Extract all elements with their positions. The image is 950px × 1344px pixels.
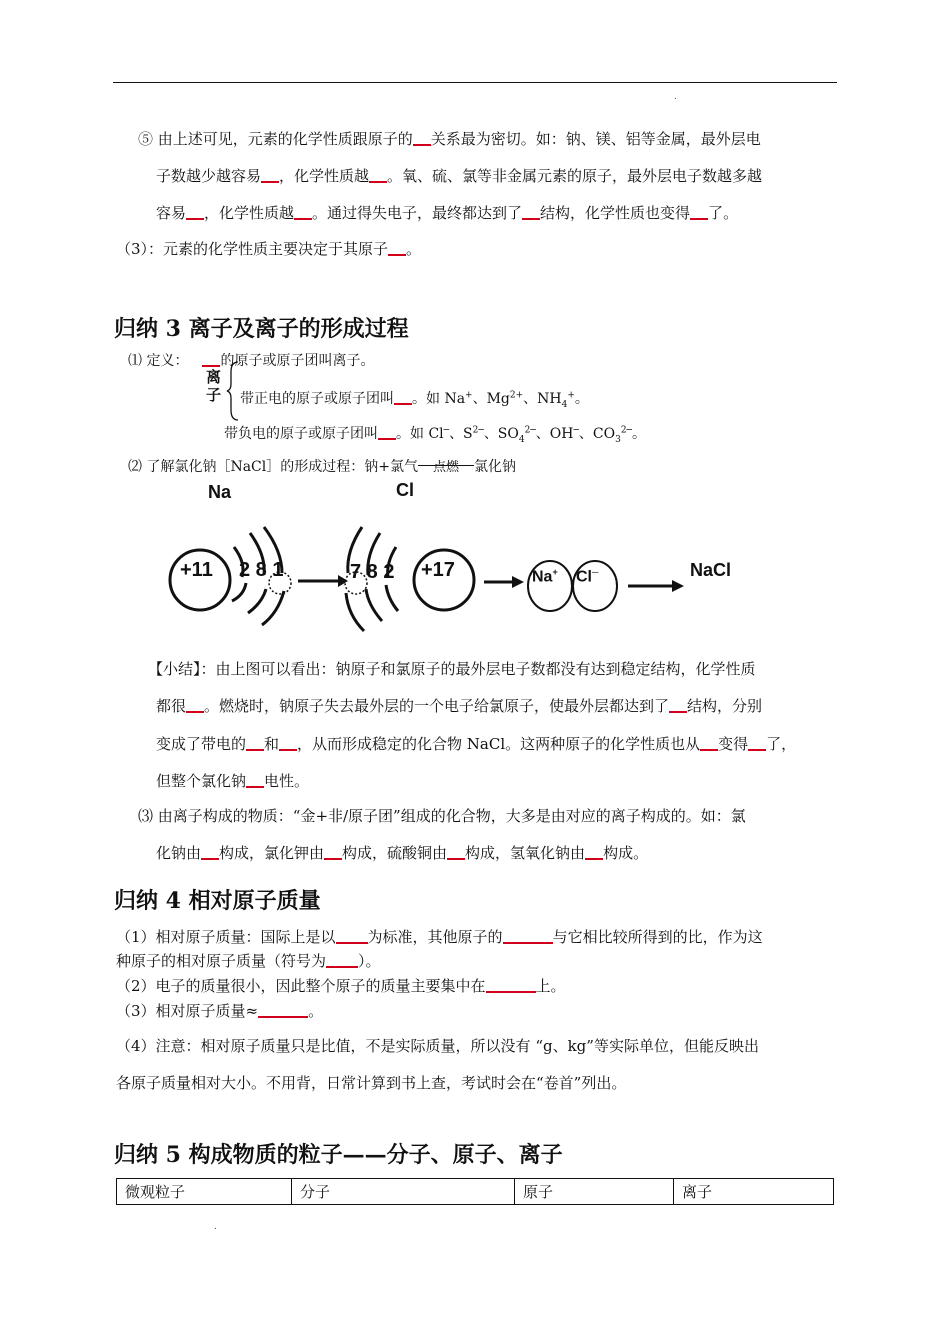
sec4-p4-line1: （4）注意：相对原子质量只是比值，不是实际质量，所以没有 “g、kg”等实际单位，但能反映出: [116, 1037, 759, 1055]
sec4-p1-line1: （1）相对原子质量：国际上是以 为标准，其他原子的 与它相比较所得到的比，作为这: [116, 928, 763, 946]
section4-title: 归纳 4 相对原子质量: [114, 888, 321, 914]
ion-brace-label: 离子: [206, 368, 222, 404]
positive-ion-line: 带正电的原子或原子团叫 。如 Na+、$Mg^{2+}$、$NH_4^+$。: [240, 390, 589, 410]
summary-line2: 都很 。燃烧时，钠原子失去最外层的一个电子给氯原子，使最外层都达到了 结构，分别: [156, 697, 763, 715]
negative-ion-line: 带负电的原子或原子团叫 。如 Cl─、$S^{2─}$、$SO_4^{2─}$、OH─、$CO_3^{2─}$。: [224, 425, 646, 445]
sec4-p4-line2: 各原子质量相对大小。不用背，日常计算到书上查，考试时会在“卷首”列出。: [116, 1074, 627, 1092]
cl-label: Cl: [396, 480, 414, 500]
table-header-cell: 微观粒子: [117, 1179, 292, 1205]
sec4-p1-line2: 种原子的相对原子质量（符号为 ）。: [116, 952, 381, 970]
cl-shells: 7 8 2: [350, 561, 395, 583]
table-header-cell: 原子: [515, 1179, 674, 1205]
definition-line: ⑴ 定义： 的原子或原子团叫离子。: [128, 353, 375, 369]
summary-line3: 变成了带电的 和 ，从而形成稳定的化合物 NaCl。这两种原子的化学性质也从 变得 了，: [156, 735, 797, 753]
cl-ion-label: Cl─: [576, 567, 599, 586]
cl-shell-arc: [366, 589, 382, 621]
particle-table: [116, 1178, 834, 1205]
product-label: NaCl: [690, 560, 732, 580]
para5-line1: ⑤ 由上述可见，元素的化学性质跟原子的 关系最为密切。如：钠、镁、铝等金属，最外层电: [138, 130, 761, 148]
na-shell-arc: [248, 589, 266, 613]
para5-line3: 容易 ，化学性质越 。通过得失电子，最终都达到了 结构，化学性质也变得 了。: [156, 204, 739, 222]
na-ion-label: Na+: [532, 567, 558, 586]
na-nucleus: +11: [180, 559, 213, 581]
cl-shell-arc: [386, 585, 398, 611]
sec4-p3: （3）相对原子质量≈ 。: [116, 1002, 324, 1020]
reaction-arrow: 点燃: [418, 456, 474, 475]
curly-brace-icon: [226, 360, 240, 422]
cl-shell-arc: [346, 593, 364, 631]
nacl-formation-line: ⑵ 了解氯化钠［NaCl］的形成过程：钠+氯气 点燃 氯化钠: [128, 456, 516, 476]
ionic-substance-line1: ⑶ 由离子构成的物质：“金+非/原子团”组成的化合物，大多是由对应的离子构成的。如：氯: [138, 807, 746, 825]
header-rule: [113, 82, 837, 83]
section3-title: 归纳 3 离子及离子的形成过程: [114, 316, 409, 342]
paragraph-mark: .: [214, 1222, 217, 1232]
na-shell-arc: [232, 583, 246, 601]
summary-line1: 【小结】：由上图可以看出：钠原子和氯原子的最外层电子数都没有达到稳定结构，化学性质: [148, 660, 756, 678]
para5-line2: 子数越少越容易 ，化学性质越 。氧、硫、氯等非金属元素的原子，最外层电子数越多越: [156, 167, 763, 185]
section5-title: 归纳 5 构成物质的粒子——分子、原子、离子: [114, 1142, 563, 1168]
sec4-p2: （2）电子的质量很小，因此整个原子的质量主要集中在 上。: [116, 977, 566, 995]
cl-nucleus: +17: [421, 559, 455, 581]
table-header-cell: 离子: [674, 1179, 834, 1205]
na-label: Na: [208, 482, 232, 502]
table-header-row: [117, 1179, 834, 1205]
para3-line: （3）：元素的化学性质主要决定于其原子 。: [116, 240, 422, 258]
ionic-substance-line2: 化钠由 构成，氯化钾由 构成，硫酸铜由 构成，氢氧化钠由 构成。: [156, 844, 649, 862]
summary-line4: 但整个氯化钠 电性。: [156, 772, 310, 790]
na-shells: 2 8 1: [239, 559, 284, 581]
na-shell-arc: [262, 591, 284, 625]
table-header-cell: 分子: [292, 1179, 515, 1205]
paragraph-mark: .: [674, 92, 677, 102]
